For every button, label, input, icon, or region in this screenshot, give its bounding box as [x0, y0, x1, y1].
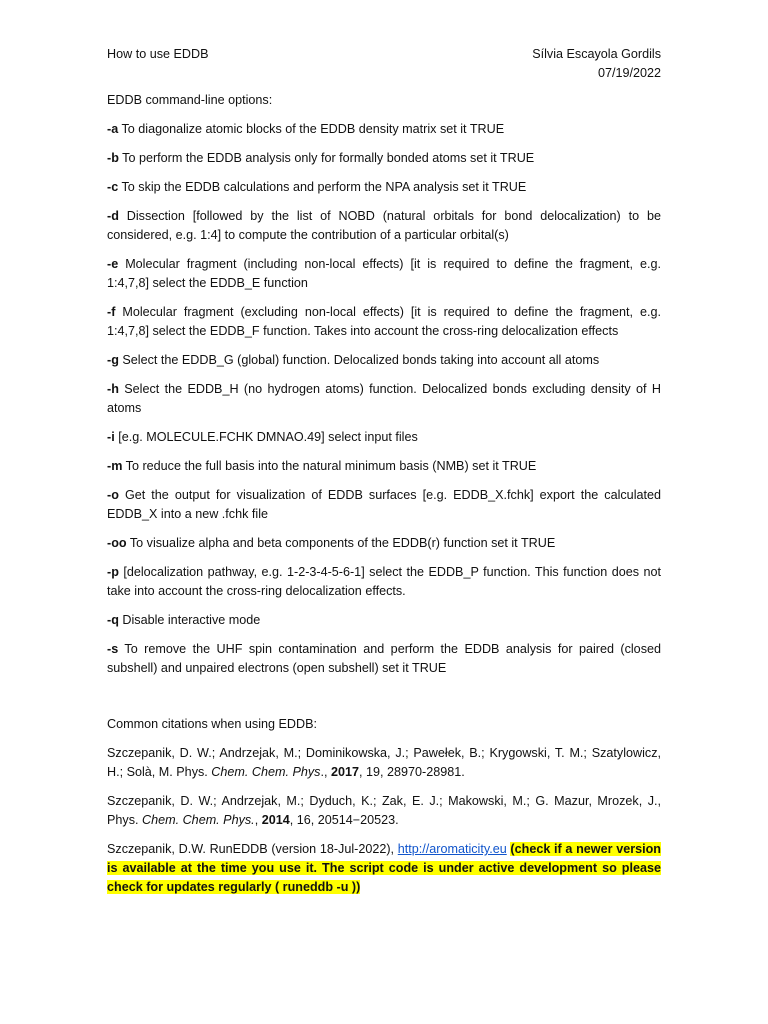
- option-description: To reduce the full basis into the natural minimum basis (NMB) set it TRUE: [122, 459, 537, 473]
- citation-authors: Szczepanik, D. W.; Andrzejak, M.; Dyduch, K.; Zak, E. J.; Makowski, M.; G. Mazur, Mrozek, J., Phys.: [107, 794, 661, 827]
- option-flag: -d: [107, 209, 119, 223]
- option-description: To perform the EDDB analysis only for formally bonded atoms set it TRUE: [118, 151, 535, 165]
- citation-text: Szczepanik, D.W. RunEDDB (version 18-Jul-2022),: [107, 842, 398, 856]
- citation-runeddb: [107, 840, 661, 897]
- citation-authors: Szczepanik, D. W.; Andrzejak, M.; Dominikowska, J.; Pawełek, B.; Krygowski, T. M.; Szatylowicz, H.; Solà, M. Phys.: [107, 746, 661, 779]
- option-flag: -f: [107, 305, 116, 319]
- citation-journal: Chem. Chem. Phys: [211, 765, 321, 779]
- option-flag: -e: [107, 257, 119, 271]
- option-flag: -m: [107, 459, 123, 473]
- options-heading: EDDB command-line options:: [107, 93, 273, 107]
- option-item: [107, 178, 661, 197]
- citation-volume-pages: , 16, 20514−20523.: [289, 813, 399, 827]
- option-description: [e.g. MOLECULE.FCHK DMNAO.49] select input files: [114, 430, 418, 444]
- option-item: [107, 255, 661, 293]
- document-date: 07/19/2022: [597, 66, 661, 80]
- option-flag: -a: [107, 122, 119, 136]
- option-description: Disable interactive mode: [118, 613, 261, 627]
- option-description: Select the EDDB_H (no hydrogen atoms) function. Delocalized bonds excluding density of H atoms: [107, 382, 661, 415]
- author-name: Sílvia Escayola Gordils: [532, 47, 661, 61]
- option-description: Molecular fragment (including non-local effects) [it is required to define the fragment, e.g. 1:4,7,8] select the EDDB_E function: [107, 257, 661, 290]
- option-item: [107, 563, 661, 601]
- option-description: [delocalization pathway, e.g. 1-2-3-4-5-6-1] select the EDDB_P function. This function does not take into account the cross-ring delocalization effects.: [107, 565, 661, 598]
- option-item: [107, 149, 661, 168]
- option-description: To remove the UHF spin contamination and perform the EDDB analysis for paired (closed subshell) and unpaired electrons (open subshell) set it TRUE: [107, 642, 661, 675]
- option-item: [107, 380, 661, 418]
- option-item: [107, 207, 661, 245]
- citations-heading: Common citations when using EDDB:: [107, 717, 317, 731]
- option-item: [107, 457, 661, 476]
- option-item: [107, 486, 661, 524]
- document-body: [107, 91, 661, 907]
- option-description: To diagonalize atomic blocks of the EDDB density matrix set it TRUE: [118, 122, 505, 136]
- citation-2017: [107, 744, 661, 782]
- author-block: [532, 45, 661, 83]
- option-flag: -s: [107, 642, 119, 656]
- option-flag: -i: [107, 430, 115, 444]
- option-flag: -b: [107, 151, 119, 165]
- citation-2014: [107, 792, 661, 830]
- option-item: [107, 120, 661, 139]
- aromaticity-link[interactable]: http://aromaticity.eu: [397, 842, 507, 856]
- option-item: [107, 351, 661, 370]
- option-flag: -g: [107, 353, 119, 367]
- citation-year: 2014: [261, 813, 290, 827]
- option-description: To visualize alpha and beta components of the EDDB(r) function set it TRUE: [126, 536, 556, 550]
- option-flag: -oo: [107, 536, 127, 550]
- option-description: Molecular fragment (excluding non-local effects) [it is required to define the fragment, e.g. 1:4,7,8] select the EDDB_F function. Takes into account the cross-ring delocalization effects: [107, 305, 661, 338]
- option-flag: -o: [107, 488, 119, 502]
- option-description: Select the EDDB_G (global) function. Delocalized bonds taking into account all atoms: [118, 353, 600, 367]
- citation-separator: .,: [320, 765, 331, 779]
- option-description: Get the output for visualization of EDDB surfaces [e.g. EDDB_X.fchk] export the calculated EDDB_X into a new .fchk file: [107, 488, 661, 521]
- citation-journal: Chem. Chem. Phys.: [142, 813, 255, 827]
- option-item: [107, 640, 661, 678]
- option-item: [107, 428, 661, 447]
- option-flag: -h: [107, 382, 119, 396]
- option-flag: -q: [107, 613, 119, 627]
- option-item: [107, 534, 661, 553]
- option-item: [107, 611, 661, 630]
- highlighted-note: (check if a newer version is available at the time you use it. The script code is under active development so please check for updates regularly ( runeddb -u )): [107, 842, 661, 894]
- option-description: Dissection [followed by the list of NOBD (natural orbitals for bond delocalization) to be considered, e.g. 1:4] to compute the contribution of a particular orbital(s): [107, 209, 661, 242]
- citation-volume-pages: , 19, 28970-28981.: [359, 765, 465, 779]
- option-item: [107, 303, 661, 341]
- citation-separator: ,: [254, 813, 262, 827]
- options-list: [107, 120, 661, 678]
- citation-year: 2017: [330, 765, 359, 779]
- option-description: To skip the EDDB calculations and perform the NPA analysis set it TRUE: [118, 180, 527, 194]
- option-flag: -p: [107, 565, 119, 579]
- option-flag: -c: [107, 180, 119, 194]
- document-title: How to use EDDB: [107, 47, 209, 61]
